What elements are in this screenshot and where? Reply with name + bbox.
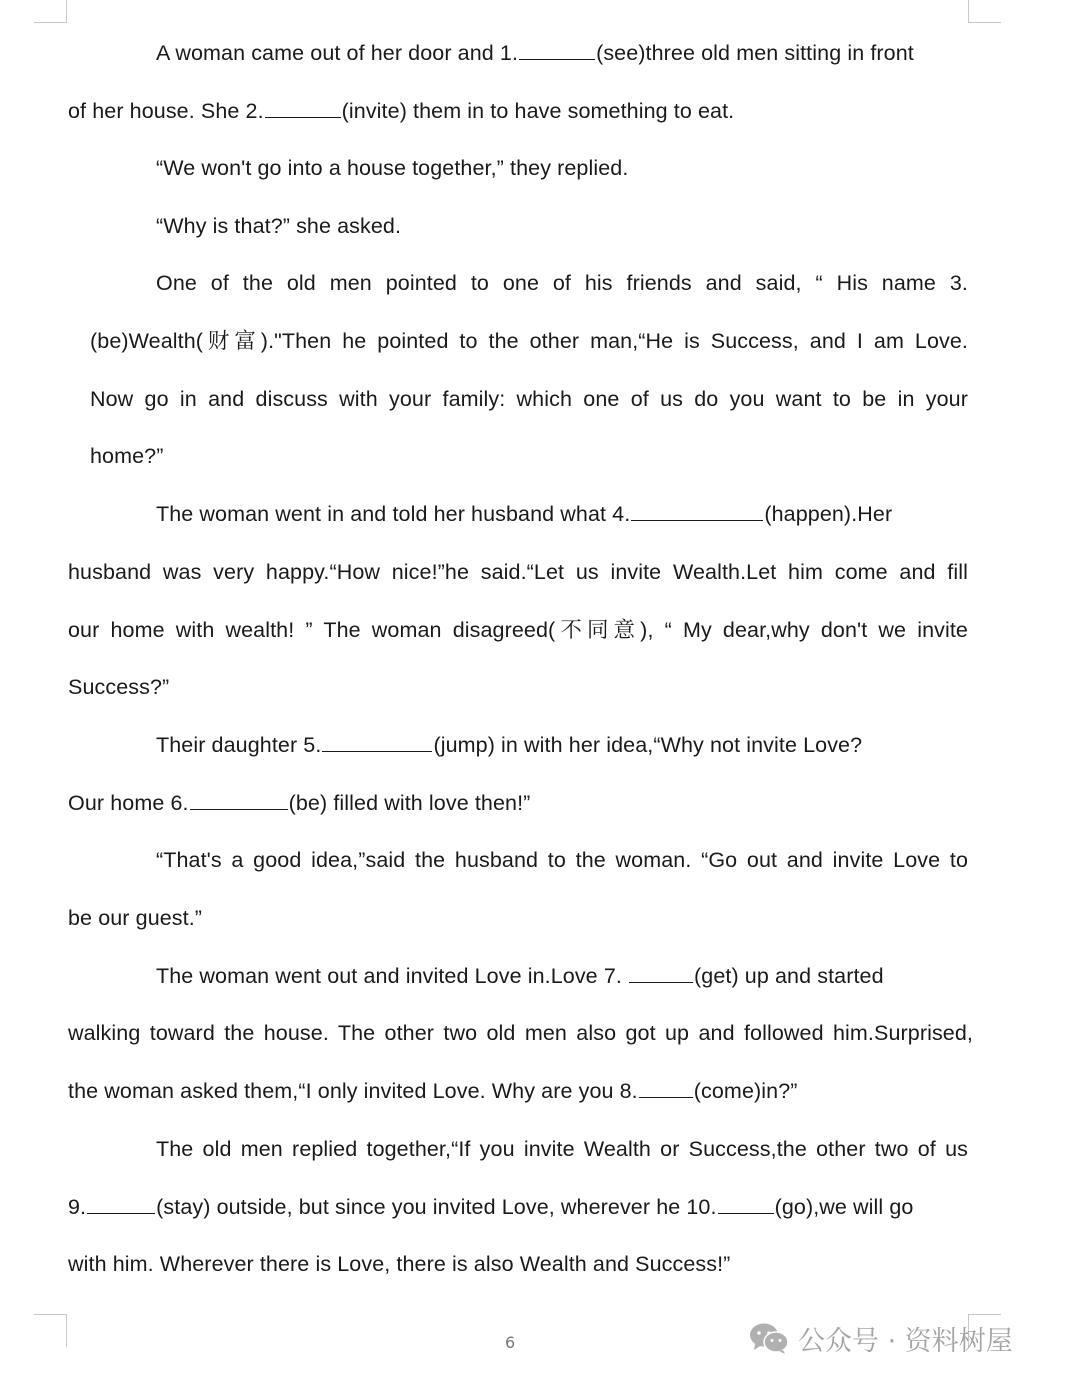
corner-mark-top-right [968,0,1001,23]
text-line: One of the old men pointed to one of his friends and said, “ His name 3. [156,271,968,295]
text-line: “We won't go into a house together,” they replied. [156,156,629,180]
text-line: of her house. She 2. (invite) them in to have something to eat. [68,99,735,123]
text-line: walking toward the house. The other two old men also got up and followed him.Surprised, [68,1021,973,1045]
text-line: (be)Wealth(财富)."Then he pointed to the other man,“He is Success, and I am Love. [90,329,968,353]
blank-4[interactable] [631,502,763,521]
text-line: 9. (stay) outside, but since you invited Love, wherever he 10. (go),we will go [68,1195,914,1219]
corner-mark-bottom-left [34,1314,67,1347]
text-line: Now go in and discuss with your family: which one of us do you want to be in your [90,387,968,411]
blank-10[interactable] [718,1195,774,1214]
blank-6[interactable] [190,791,288,810]
blank-9[interactable] [87,1195,155,1214]
text-line: The old men replied together,“If you invite Wealth or Success,the other two of us [156,1137,968,1161]
text-line: our home with wealth! ” The woman disagreed(不同意), “ My dear,why don't we invite [68,618,968,642]
text-line: The woman went in and told her husband what 4. (happen).Her [156,502,893,526]
text-line: “Why is that?” she asked. [156,214,402,238]
wechat-icon [748,1321,790,1355]
text-line: Their daughter 5. (jump) in with her idea,“Why not invite Love? [156,733,863,757]
text-line: be our guest.” [68,906,203,930]
corner-mark-top-left [34,0,67,23]
blank-1[interactable] [519,41,595,60]
blank-7[interactable] [629,964,693,983]
watermark [748,1318,1013,1358]
text-line: Our home 6. (be) filled with love then!” [68,791,531,815]
text-line: “That's a good idea,”said the husband to the woman. “Go out and invite Love to [156,848,968,872]
text-line: home?” [90,444,164,468]
text-line: husband was very happy.“How nice!”he said.“Let us invite Wealth.Let him come and fill [68,560,968,584]
text-line: the woman asked them,“I only invited Love. Why are you 8. (come)in?” [68,1079,798,1103]
blank-8[interactable] [639,1079,693,1098]
text-line: A woman came out of her door and 1. (see)three old men sitting in front [156,41,914,65]
watermark-text: 公众号 · 资料树屋 [798,1325,1013,1357]
blank-5[interactable] [322,733,432,752]
text-line: The woman went out and invited Love in.Love 7. (get) up and started [156,964,884,988]
text-line: with him. Wherever there is Love, there is also Wealth and Success!” [68,1252,731,1276]
text-line: Success?” [68,675,170,699]
page-number: 6 [505,1333,516,1352]
blank-2[interactable] [265,99,341,118]
